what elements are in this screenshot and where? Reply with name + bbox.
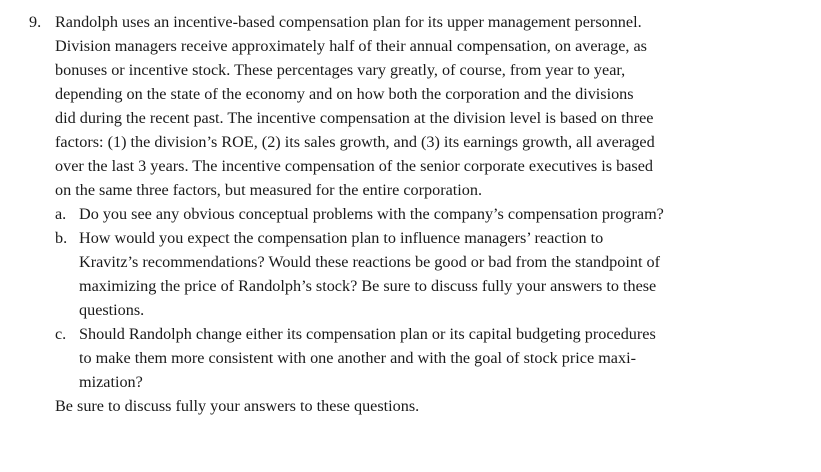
sub-question-b [0,226,821,322]
question-line: did during the recent past. The incentive compensation at the division level is based on three [55,109,654,127]
question-9 [0,10,821,202]
question-line: Randolph uses an incentive-based compensation plan for its upper management personnel. [55,13,642,31]
sub-question-c [0,322,821,394]
sub-question-line: Do you see any obvious conceptual problems with the company’s compensation program? [79,205,664,223]
sub-question-list [0,202,821,394]
question-line: over the last 3 years. The incentive compensation of the senior corporate executives is based [55,157,653,175]
question-line: depending on the state of the economy and on how both the corporation and the divisions [55,85,634,103]
question-line: on the same three factors, but measured for the entire corporation. [55,181,483,199]
document [0,10,821,418]
sub-question-letter: b. [55,229,68,247]
closing-instruction: Be sure to discuss fully your answers to these questions. [55,397,420,415]
sub-question-line: mization? [79,373,143,391]
sub-question-letter: a. [55,205,67,223]
sub-question-letter: c. [55,325,67,343]
question-line: Division managers receive approximately half of their annual compensation, on average, as [55,37,647,55]
sub-question-a [0,202,821,226]
sub-question-line: questions. [79,301,145,319]
sub-question-line: to make them more consistent with one another and with the goal of stock price maxi- [79,349,636,367]
question-line: factors: (1) the division’s ROE, (2) its sales growth, and (3) its earnings growth, all averaged [55,133,655,151]
sub-question-line: maximizing the price of Randolph’s stock? Be sure to discuss fully your answers to these [79,277,657,295]
sub-question-line: Should Randolph change either its compensation plan or its capital budgeting procedures [79,325,656,343]
question-line: bonuses or incentive stock. These percentages vary greatly, of course, from year to year, [55,61,626,79]
sub-question-line: Kravitz’s recommendations? Would these reactions be good or bad from the standpoint of [79,253,660,271]
sub-question-line: How would you expect the compensation plan to influence managers’ reaction to [79,229,604,247]
question-number: 9. [29,13,42,31]
